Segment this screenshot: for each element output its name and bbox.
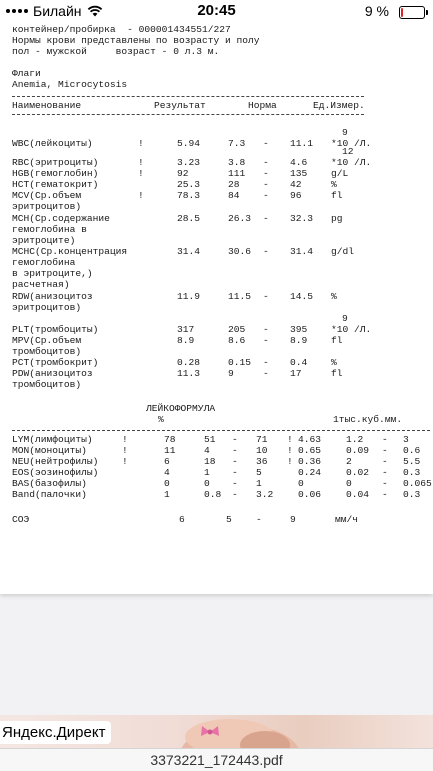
leuko-abs-flag: ! xyxy=(287,445,293,456)
row-norm-low: 0.15 xyxy=(228,357,252,368)
row-norm-low: 11.5 xyxy=(228,291,252,302)
row-name: эритроцитов) xyxy=(12,302,82,313)
battery-icon xyxy=(399,6,425,19)
row-unit: % xyxy=(331,291,337,302)
row-name: RBC(эритроциты) xyxy=(12,157,99,168)
leuko-name: Band(палочки) xyxy=(12,489,87,500)
row-norm-high: 42 xyxy=(290,179,302,190)
leuko-dash: - xyxy=(232,467,238,478)
row-norm-dash: - xyxy=(263,190,269,201)
header-line-3: пол - мужской возраст - 0 л.3 м. xyxy=(12,46,220,57)
row-name: эритроцитов) xyxy=(12,201,82,212)
row-norm-dash: - xyxy=(263,168,269,179)
row-name: расчетная) xyxy=(12,279,70,290)
leuko-abs-dash: - xyxy=(382,467,388,478)
leuko-abs-header: 1тыс.куб.мм. xyxy=(333,414,403,425)
status-bar xyxy=(0,0,433,24)
row-flag: ! xyxy=(138,190,144,201)
row-name: гемоглобина в xyxy=(12,224,87,235)
row-norm-low: 111 xyxy=(228,168,246,179)
row-norm-high: 32.3 xyxy=(290,213,314,224)
table-row xyxy=(0,246,433,290)
row-unit: g/L xyxy=(331,168,349,179)
row-norm-dash: - xyxy=(263,335,269,346)
table-row xyxy=(0,357,433,368)
row-norm-high: 17 xyxy=(290,368,302,379)
leuko-name: EOS(эозинофилы) xyxy=(12,467,99,478)
leuko-high: 71 xyxy=(256,434,268,445)
esr-low: 5 xyxy=(226,514,232,525)
leuko-abs-dash: - xyxy=(382,478,388,489)
leuko-abs-dash: - xyxy=(382,445,388,456)
leuko-abs-high: 0.6 xyxy=(403,445,421,456)
leuko-high: 1 xyxy=(256,478,262,489)
row-norm-low: 3.8 xyxy=(228,157,246,168)
leuko-abs-dash: - xyxy=(382,434,388,445)
leuko-abs-low: 2 xyxy=(346,456,352,467)
row-name: PCT(тромбокрит) xyxy=(12,357,99,368)
leuko-pct: 4 xyxy=(164,467,170,478)
leuko-abs-high: 3 xyxy=(403,434,409,445)
leuko-low: 1 xyxy=(204,467,210,478)
row-norm-low: 26.3 xyxy=(228,213,252,224)
table-row xyxy=(0,291,433,313)
row-name: тромбоцитов) xyxy=(12,346,82,357)
table-row xyxy=(0,335,433,357)
leuko-abs-flag: ! xyxy=(287,456,293,467)
row-unit: pg xyxy=(331,213,343,224)
leuko-abs: 0.24 xyxy=(298,467,322,478)
flags-label: Флаги xyxy=(12,68,41,79)
leuko-pct: 11 xyxy=(164,445,176,456)
ad-image[interactable] xyxy=(170,715,300,748)
row-norm-high: 0.4 xyxy=(290,357,308,368)
row-norm-dash: - xyxy=(263,291,269,302)
leuko-abs: 0.36 xyxy=(298,456,322,467)
leuko-title: ЛЕЙКОФОРМУЛА xyxy=(146,403,216,414)
table-row xyxy=(0,313,433,335)
table-row xyxy=(0,190,433,212)
leuko-abs-high: 5.5 xyxy=(403,456,421,467)
row-result: 3.23 xyxy=(177,157,201,168)
row-unit: g/dl xyxy=(331,246,355,257)
row-unit: *10 /Л. xyxy=(331,324,372,335)
row-norm-dash: - xyxy=(263,357,269,368)
row-unit: % xyxy=(331,357,337,368)
leuko-row xyxy=(0,489,433,500)
row-norm-low: 205 xyxy=(228,324,246,335)
table-row xyxy=(0,179,433,190)
esr-row xyxy=(0,514,433,525)
row-result: 5.94 xyxy=(177,138,201,149)
leuko-dash: - xyxy=(232,434,238,445)
leuko-title-row xyxy=(0,403,433,414)
row-flag: ! xyxy=(138,157,144,168)
leuko-low: 4 xyxy=(204,445,210,456)
leuko-abs-low: 0 xyxy=(346,478,352,489)
row-norm-high: 8.9 xyxy=(290,335,308,346)
leuko-high: 10 xyxy=(256,445,268,456)
leuko-abs: 4.63 xyxy=(298,434,322,445)
leuko-low: 0.8 xyxy=(204,489,222,500)
row-unit-exponent: 9 xyxy=(342,313,348,324)
leuko-name: MON(моноциты) xyxy=(12,445,87,456)
leuko-name: NEU(нейтрофилы) xyxy=(12,456,99,467)
row-norm-low: 30.6 xyxy=(228,246,252,257)
row-result: 0.28 xyxy=(177,357,201,368)
leuko-flag: ! xyxy=(122,456,128,467)
row-name: гемоглобина xyxy=(12,257,76,268)
row-norm-low: 28 xyxy=(228,179,240,190)
leuko-abs-low: 0.02 xyxy=(346,467,370,478)
header-line-1: контейнер/пробирка - 000001434551/227 xyxy=(12,24,231,35)
leuko-pct: 78 xyxy=(164,434,176,445)
row-result: 92 xyxy=(177,168,189,179)
row-unit: fl xyxy=(331,190,343,201)
row-name: WBC(лейкоциты) xyxy=(12,138,93,149)
leuko-flag: ! xyxy=(122,434,128,445)
bow-icon xyxy=(200,725,220,739)
row-unit: fl xyxy=(331,368,343,379)
ad-label[interactable]: Яндекс.Директ xyxy=(0,721,111,744)
row-name: MCV(Ср.объем xyxy=(12,190,82,201)
esr-high: 9 xyxy=(290,514,296,525)
carrier-name: Билайн xyxy=(33,3,82,19)
leuko-pct-header: % xyxy=(158,414,164,425)
leuko-pct: 0 xyxy=(164,478,170,489)
row-norm-high: 96 xyxy=(290,190,302,201)
row-result: 28.5 xyxy=(177,213,201,224)
row-name: HCT(гематокрит) xyxy=(12,179,99,190)
flags-value: Anemia, Microcytosis xyxy=(12,79,128,90)
esr-unit: мм/ч xyxy=(335,514,359,525)
leuko-flag: ! xyxy=(122,445,128,456)
row-norm-high: 14.5 xyxy=(290,291,314,302)
row-result: 25.3 xyxy=(177,179,201,190)
leuko-name: LYM(лимфоциты) xyxy=(12,434,93,445)
header-line-2: Нормы крови представлены по возрасту и полу xyxy=(12,35,260,46)
row-norm-dash: - xyxy=(263,368,269,379)
leuko-row xyxy=(0,434,433,445)
esr-dash: - xyxy=(256,514,262,525)
leuko-low: 0 xyxy=(204,478,210,489)
row-unit: % xyxy=(331,179,337,190)
row-norm-low: 8.6 xyxy=(228,335,246,346)
row-name: PDW(анизоцитоз xyxy=(12,368,93,379)
row-result: 11.3 xyxy=(177,368,201,379)
row-name: RDW(анизоцитоз xyxy=(12,291,93,302)
leuko-divider xyxy=(12,430,430,431)
row-unit: *10 /Л. xyxy=(331,157,372,168)
bottom-toolbar xyxy=(0,748,433,771)
row-name: HGB(гемоглобин) xyxy=(12,168,99,179)
leuko-pct: 6 xyxy=(164,456,170,467)
table-row xyxy=(0,213,433,246)
row-result: 31.4 xyxy=(177,246,201,257)
row-flag: ! xyxy=(138,138,144,149)
column-unit: Ед.Измер. xyxy=(313,100,365,111)
row-name: в эритроците,) xyxy=(12,268,93,279)
leuko-row xyxy=(0,478,433,489)
row-norm-dash: - xyxy=(263,246,269,257)
leuko-dash: - xyxy=(232,478,238,489)
table-divider-header xyxy=(12,114,364,115)
leuko-row xyxy=(0,456,433,467)
row-norm-high: 4.6 xyxy=(290,157,308,168)
row-norm-high: 135 xyxy=(290,168,308,179)
row-result: 317 xyxy=(177,324,195,335)
row-unit: *10 /Л. xyxy=(331,138,372,149)
leuko-dash: - xyxy=(232,456,238,467)
ad-banner[interactable] xyxy=(0,715,433,748)
battery-percent: 9 % xyxy=(364,3,389,19)
row-result: 78.3 xyxy=(177,190,201,201)
row-norm-low: 9 xyxy=(228,368,234,379)
row-norm-low: 7.3 xyxy=(228,138,246,149)
leuko-high: 3.2 xyxy=(256,489,274,500)
leuko-row xyxy=(0,445,433,456)
leuko-abs-high: 0.065 xyxy=(403,478,432,489)
row-flag: ! xyxy=(138,168,144,179)
document-filename[interactable]: 3373221_172443.pdf xyxy=(150,752,283,768)
row-name: MCHC(Ср.концентрация xyxy=(12,246,128,257)
row-norm-dash: - xyxy=(263,179,269,190)
row-norm-high: 11.1 xyxy=(290,138,314,149)
leuko-low: 18 xyxy=(204,456,216,467)
leuko-high: 36 xyxy=(256,456,268,467)
pdf-page[interactable] xyxy=(0,24,433,594)
clock: 20:45 xyxy=(197,2,236,19)
row-name: PLT(тромбоциты) xyxy=(12,324,99,335)
row-norm-high: 31.4 xyxy=(290,246,314,257)
esr-result: 6 xyxy=(179,514,185,525)
row-name: MCH(Ср.содержание xyxy=(12,213,110,224)
leuko-abs-high: 0.3 xyxy=(403,467,421,478)
row-unit-exponent: 9 xyxy=(342,127,348,138)
leuko-abs: 0.65 xyxy=(298,445,322,456)
leuko-abs-dash: - xyxy=(382,489,388,500)
table-divider-top xyxy=(12,96,364,97)
leuko-dash: - xyxy=(232,489,238,500)
column-norm: Норма xyxy=(248,100,277,111)
leuko-low: 51 xyxy=(204,434,216,445)
row-norm-dash: - xyxy=(263,138,269,149)
esr-name: СОЭ xyxy=(12,514,30,525)
row-result: 8.9 xyxy=(177,335,195,346)
leuko-subheader xyxy=(0,414,433,425)
row-norm-high: 395 xyxy=(290,324,308,335)
leuko-abs: 0.06 xyxy=(298,489,322,500)
leuko-name: BAS(базофилы) xyxy=(12,478,87,489)
table-header xyxy=(0,100,433,111)
table-row xyxy=(0,127,433,149)
leuko-abs-low: 1.2 xyxy=(346,434,364,445)
row-norm-dash: - xyxy=(263,213,269,224)
table-row xyxy=(0,368,433,390)
leuko-row xyxy=(0,467,433,478)
row-unit: fl xyxy=(331,335,343,346)
row-name: эритроците) xyxy=(12,235,76,246)
row-unit-exponent: 12 xyxy=(342,146,354,157)
row-norm-low: 84 xyxy=(228,190,240,201)
leuko-abs-dash: - xyxy=(382,456,388,467)
column-name: Наименование xyxy=(12,100,82,111)
column-result: Результат xyxy=(154,100,206,111)
leuko-dash: - xyxy=(232,445,238,456)
table-row xyxy=(0,146,433,168)
leuko-abs-flag: ! xyxy=(287,434,293,445)
leuko-abs-low: 0.04 xyxy=(346,489,370,500)
row-norm-dash: - xyxy=(263,157,269,168)
leuko-high: 5 xyxy=(256,467,262,478)
leuko-abs-low: 0.09 xyxy=(346,445,370,456)
row-name: тромбоцитов) xyxy=(12,379,82,390)
row-result: 11.9 xyxy=(177,291,201,302)
row-name: MPV(Ср.объем xyxy=(12,335,82,346)
table-row xyxy=(0,168,433,179)
leuko-pct: 1 xyxy=(164,489,170,500)
leuko-abs: 0 xyxy=(298,478,304,489)
leuko-abs-high: 0.3 xyxy=(403,489,421,500)
row-norm-dash: - xyxy=(263,324,269,335)
